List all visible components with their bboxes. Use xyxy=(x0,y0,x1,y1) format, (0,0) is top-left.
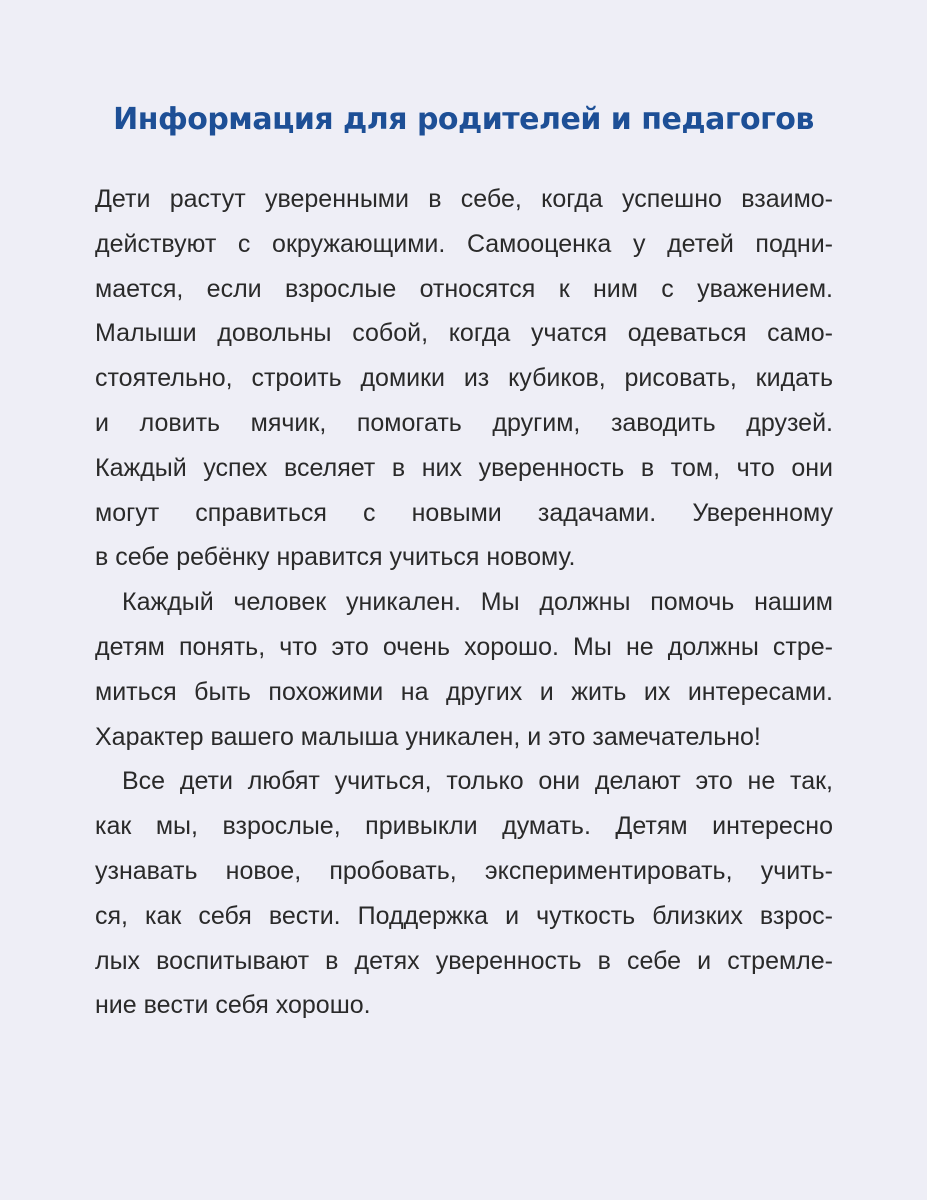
text-line: в себе ребёнку нравится учиться новому. xyxy=(95,543,576,572)
text-line: ние вести себя хорошо. xyxy=(95,991,371,1020)
text-line: Каждый человек уникален. Мы должны помочь нашим xyxy=(122,588,833,617)
text-line: мается, если взрослые относятся к ним с уважением. xyxy=(95,274,833,303)
paragraph-3 xyxy=(95,759,833,1028)
text-line: как мы, взрослые, привыкли думать. Детям интересно xyxy=(95,812,833,841)
text-line: и ловить мячик, помогать другим, заводить друзей. xyxy=(95,408,833,437)
page-title: Информация для родителей и педагогов xyxy=(113,102,814,137)
text-line: миться быть похожими на других и жить их интересами. xyxy=(95,677,833,706)
text-line: детям понять, что это очень хорошо. Мы не должны стре- xyxy=(95,632,833,661)
text-line: Малыши довольны собой, когда учатся одеваться само- xyxy=(95,319,833,348)
text-line: лых воспитывают в детях уверенность в себе и стремле- xyxy=(95,946,833,975)
article-body xyxy=(95,177,833,1028)
text-line: стоятельно, строить домики из кубиков, рисовать, кидать xyxy=(95,364,833,393)
text-line: действуют с окружающими. Самооценка у детей подни- xyxy=(95,229,833,258)
text-line: могут справиться с новыми задачами. Уверенному xyxy=(95,498,833,527)
text-line: Все дети любят учиться, только они делают это не так, xyxy=(122,767,833,796)
text-line: ся, как себя вести. Поддержка и чуткость близких взрос- xyxy=(95,901,833,930)
paragraph-2 xyxy=(95,580,833,759)
text-line: Характер вашего малыша уникален, и это замечательно! xyxy=(95,722,761,751)
text-line: узнавать новое, пробовать, экспериментировать, учить- xyxy=(95,856,833,885)
text-line: Каждый успех вселяет в них уверенность в том, что они xyxy=(95,453,833,482)
paragraph-1 xyxy=(95,177,833,580)
text-line: Дети растут уверенными в себе, когда успешно взаимо- xyxy=(95,185,833,213)
